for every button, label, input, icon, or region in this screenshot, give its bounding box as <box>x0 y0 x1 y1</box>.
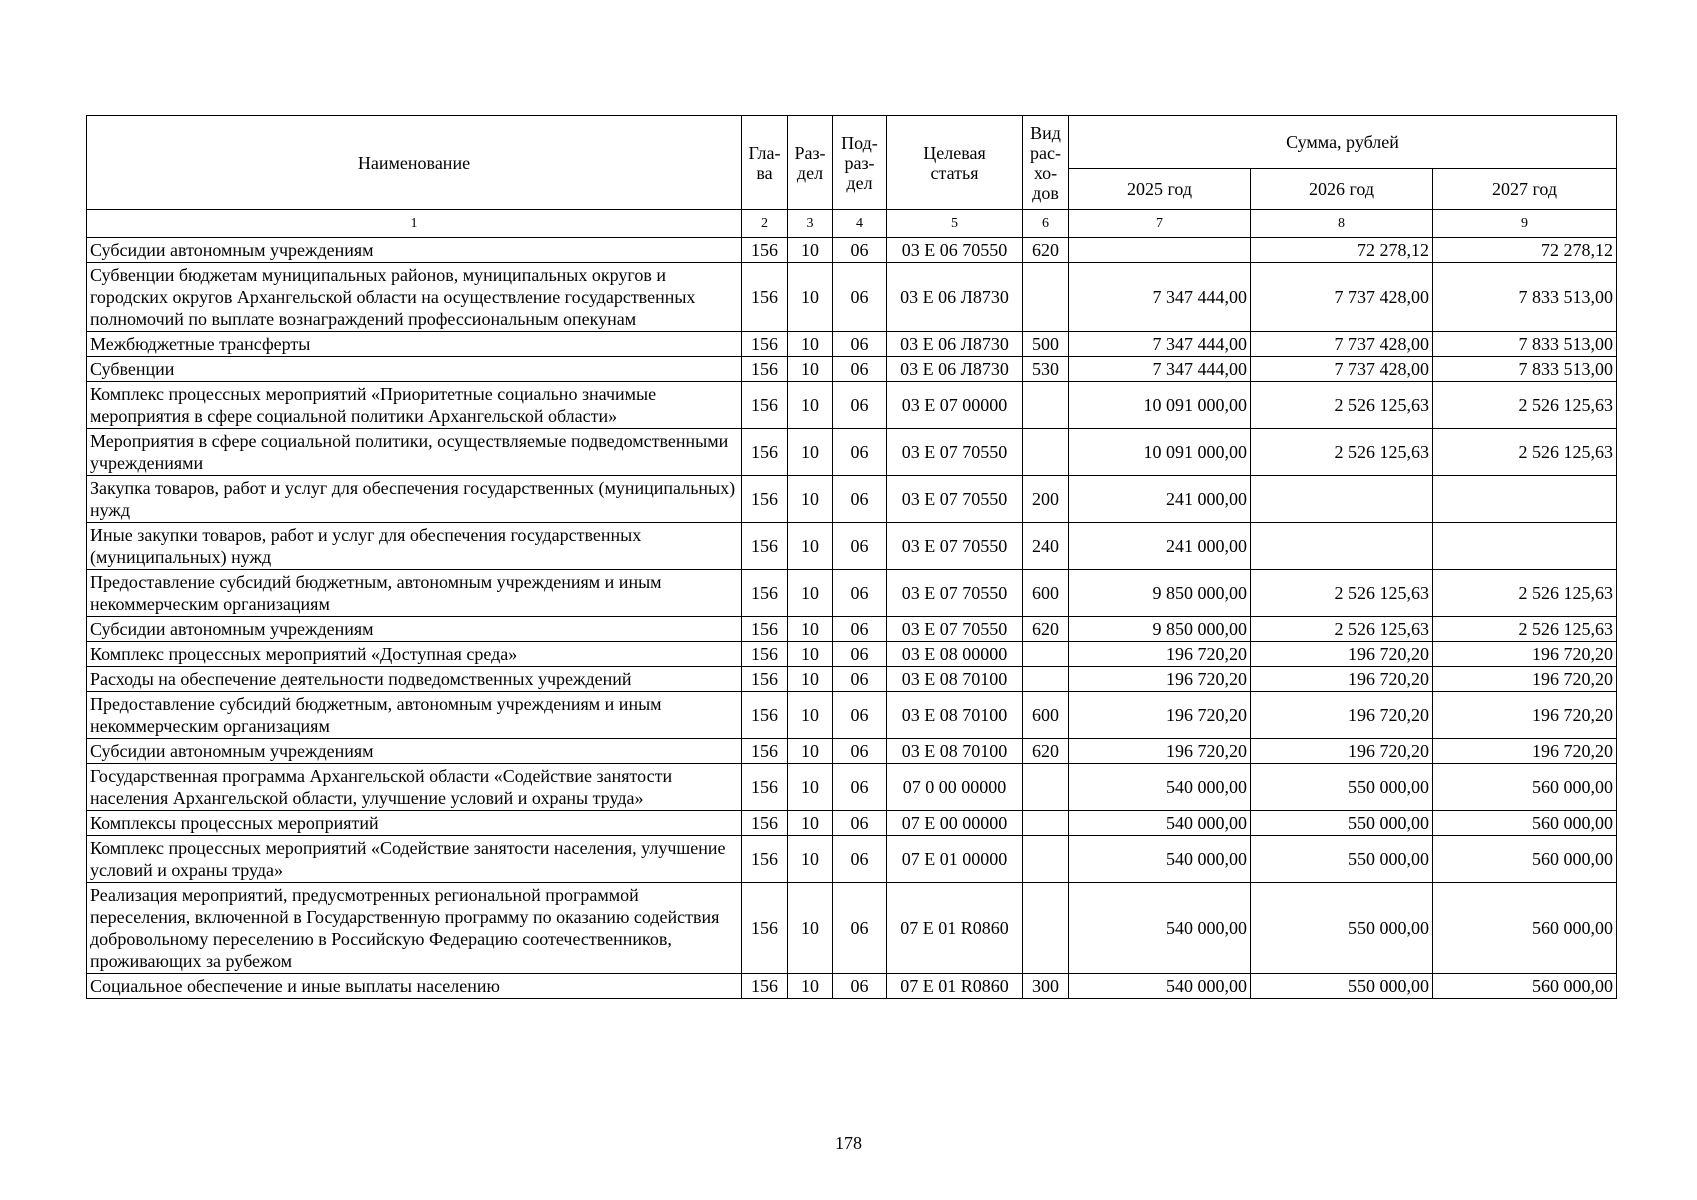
table-row <box>87 570 1617 617</box>
cell-celevaya-statya: 07 Е 01 R0860 <box>887 974 1023 999</box>
cell-sum-2027 <box>1433 476 1617 523</box>
cell-glava: 156 <box>742 811 788 836</box>
header-podrazdel <box>833 116 887 210</box>
cell-sum-2027: 2 526 125,63 <box>1433 570 1617 617</box>
cell-vid-rashodov <box>1023 263 1069 332</box>
cell-celevaya-statya: 03 Е 08 00000 <box>887 642 1023 667</box>
cell-glava: 156 <box>742 692 788 739</box>
cell-razdel: 10 <box>788 382 833 429</box>
cell-name: Иные закупки товаров, работ и услуг для обеспечения государственных (муниципальных) нужд <box>87 523 742 570</box>
header-razdel-text: Раз- дел <box>794 142 826 183</box>
cell-name: Комплекс процессных мероприятий «Доступная среда» <box>87 642 742 667</box>
cell-sum-2025: 540 000,00 <box>1069 974 1251 999</box>
column-number: 4 <box>833 210 887 238</box>
table-row <box>87 739 1617 764</box>
cell-vid-rashodov: 600 <box>1023 692 1069 739</box>
cell-sum-2025: 7 347 444,00 <box>1069 357 1251 382</box>
cell-sum-2025: 241 000,00 <box>1069 476 1251 523</box>
cell-podrazdel: 06 <box>833 883 887 974</box>
cell-glava: 156 <box>742 476 788 523</box>
cell-name: Комплекс процессных мероприятий «Приоритетные социально значимые мероприятия в сфере социальной политики Архангельской области» <box>87 382 742 429</box>
cell-vid-rashodov: 530 <box>1023 357 1069 382</box>
header-name: Наименование <box>87 116 742 210</box>
table-body <box>87 238 1617 999</box>
table-row <box>87 811 1617 836</box>
cell-razdel: 10 <box>788 429 833 476</box>
cell-celevaya-statya: 03 Е 07 00000 <box>887 382 1023 429</box>
cell-sum-2027: 196 720,20 <box>1433 667 1617 692</box>
column-number: 2 <box>742 210 788 238</box>
cell-vid-rashodov <box>1023 667 1069 692</box>
budget-table <box>86 115 1617 999</box>
cell-podrazdel: 06 <box>833 974 887 999</box>
cell-name: Предоставление субсидий бюджетным, автономным учреждениям и иным некоммерческим организациям <box>87 692 742 739</box>
cell-sum-2026: 196 720,20 <box>1251 692 1433 739</box>
cell-podrazdel: 06 <box>833 836 887 883</box>
cell-podrazdel: 06 <box>833 332 887 357</box>
table-row <box>87 382 1617 429</box>
cell-vid-rashodov: 620 <box>1023 238 1069 263</box>
cell-name: Субсидии автономным учреждениям <box>87 617 742 642</box>
cell-sum-2026: 550 000,00 <box>1251 974 1433 999</box>
cell-glava: 156 <box>742 357 788 382</box>
table-row <box>87 667 1617 692</box>
cell-celevaya-statya: 03 Е 07 70550 <box>887 617 1023 642</box>
cell-razdel: 10 <box>788 570 833 617</box>
cell-sum-2025: 7 347 444,00 <box>1069 263 1251 332</box>
cell-vid-rashodov <box>1023 811 1069 836</box>
header-celevaya-text: Целевая статья <box>923 142 986 183</box>
cell-glava: 156 <box>742 523 788 570</box>
table-row <box>87 263 1617 332</box>
cell-sum-2026: 2 526 125,63 <box>1251 617 1433 642</box>
cell-celevaya-statya: 07 Е 01 R0860 <box>887 883 1023 974</box>
cell-vid-rashodov <box>1023 642 1069 667</box>
cell-name: Социальное обеспечение и иные выплаты населению <box>87 974 742 999</box>
cell-celevaya-statya: 03 Е 08 70100 <box>887 667 1023 692</box>
cell-name: Субсидии автономным учреждениям <box>87 739 742 764</box>
cell-sum-2025 <box>1069 238 1251 263</box>
cell-celevaya-statya: 03 Е 08 70100 <box>887 692 1023 739</box>
cell-celevaya-statya: 03 Е 06 70550 <box>887 238 1023 263</box>
cell-sum-2026: 550 000,00 <box>1251 836 1433 883</box>
cell-podrazdel: 06 <box>833 382 887 429</box>
column-number: 9 <box>1433 210 1617 238</box>
cell-podrazdel: 06 <box>833 617 887 642</box>
cell-podrazdel: 06 <box>833 238 887 263</box>
cell-sum-2025: 196 720,20 <box>1069 692 1251 739</box>
cell-name: Мероприятия в сфере социальной политики, осуществляемые подведомственными учреждениями <box>87 429 742 476</box>
cell-sum-2027: 560 000,00 <box>1433 836 1617 883</box>
cell-razdel: 10 <box>788 883 833 974</box>
page-number: 178 <box>835 1133 862 1153</box>
header-celevaya-statya <box>887 116 1023 210</box>
cell-sum-2027: 7 833 513,00 <box>1433 263 1617 332</box>
cell-celevaya-statya: 07 0 00 00000 <box>887 764 1023 811</box>
cell-sum-2026 <box>1251 523 1433 570</box>
cell-vid-rashodov: 300 <box>1023 974 1069 999</box>
cell-sum-2027: 560 000,00 <box>1433 764 1617 811</box>
cell-sum-2027 <box>1433 523 1617 570</box>
cell-podrazdel: 06 <box>833 429 887 476</box>
header-glava-text: Гла- ва <box>748 142 781 183</box>
header-vid-text: Вид рас- хо- дов <box>1030 122 1061 203</box>
cell-sum-2027: 72 278,12 <box>1433 238 1617 263</box>
cell-glava: 156 <box>742 883 788 974</box>
cell-glava: 156 <box>742 667 788 692</box>
cell-podrazdel: 06 <box>833 642 887 667</box>
table-row <box>87 238 1617 263</box>
cell-vid-rashodov <box>1023 883 1069 974</box>
cell-razdel: 10 <box>788 739 833 764</box>
cell-vid-rashodov: 620 <box>1023 739 1069 764</box>
cell-podrazdel: 06 <box>833 357 887 382</box>
cell-name: Субсидии автономным учреждениям <box>87 238 742 263</box>
cell-sum-2027: 560 000,00 <box>1433 974 1617 999</box>
cell-name: Реализация мероприятий, предусмотренных региональной программой переселения, включенной в Государственную программу по оказанию содействия добровольному переселению в Российскую Федерацию соотечественников, проживающих за рубежом <box>87 883 742 974</box>
column-number: 5 <box>887 210 1023 238</box>
table-row <box>87 523 1617 570</box>
header-razdel <box>788 116 833 210</box>
cell-name: Государственная программа Архангельской области «Содействие занятости населения Архангельской области, улучшение условий и охраны труда» <box>87 764 742 811</box>
cell-glava: 156 <box>742 570 788 617</box>
cell-vid-rashodov: 240 <box>1023 523 1069 570</box>
cell-podrazdel: 06 <box>833 570 887 617</box>
cell-razdel: 10 <box>788 836 833 883</box>
cell-sum-2025: 196 720,20 <box>1069 642 1251 667</box>
cell-name: Комплексы процессных мероприятий <box>87 811 742 836</box>
cell-celevaya-statya: 03 Е 07 70550 <box>887 476 1023 523</box>
cell-sum-2026: 72 278,12 <box>1251 238 1433 263</box>
header-podrazdel-text: Под- раз- дел <box>841 132 878 193</box>
column-number: 3 <box>788 210 833 238</box>
cell-sum-2027: 560 000,00 <box>1433 883 1617 974</box>
cell-celevaya-statya: 03 Е 07 70550 <box>887 570 1023 617</box>
cell-sum-2025: 540 000,00 <box>1069 764 1251 811</box>
cell-razdel: 10 <box>788 238 833 263</box>
cell-celevaya-statya: 03 Е 06 Л8730 <box>887 357 1023 382</box>
table-row <box>87 476 1617 523</box>
cell-sum-2025: 196 720,20 <box>1069 739 1251 764</box>
cell-celevaya-statya: 07 Е 01 00000 <box>887 836 1023 883</box>
cell-sum-2026: 7 737 428,00 <box>1251 263 1433 332</box>
cell-podrazdel: 06 <box>833 667 887 692</box>
cell-sum-2025: 10 091 000,00 <box>1069 382 1251 429</box>
cell-sum-2026: 196 720,20 <box>1251 739 1433 764</box>
cell-vid-rashodov: 200 <box>1023 476 1069 523</box>
cell-glava: 156 <box>742 332 788 357</box>
cell-podrazdel: 06 <box>833 692 887 739</box>
cell-podrazdel: 06 <box>833 764 887 811</box>
cell-sum-2026: 7 737 428,00 <box>1251 332 1433 357</box>
header-year-2025: 2025 год <box>1069 169 1251 210</box>
cell-sum-2026: 550 000,00 <box>1251 764 1433 811</box>
header-glava <box>742 116 788 210</box>
cell-sum-2027: 2 526 125,63 <box>1433 382 1617 429</box>
cell-glava: 156 <box>742 617 788 642</box>
cell-vid-rashodov <box>1023 382 1069 429</box>
cell-name: Предоставление субсидий бюджетным, автономным учреждениям и иным некоммерческим организациям <box>87 570 742 617</box>
cell-sum-2025: 7 347 444,00 <box>1069 332 1251 357</box>
cell-sum-2025: 540 000,00 <box>1069 883 1251 974</box>
cell-sum-2025: 540 000,00 <box>1069 811 1251 836</box>
cell-vid-rashodov <box>1023 764 1069 811</box>
table-row <box>87 642 1617 667</box>
cell-sum-2025: 10 091 000,00 <box>1069 429 1251 476</box>
cell-vid-rashodov <box>1023 836 1069 883</box>
column-number: 6 <box>1023 210 1069 238</box>
cell-sum-2026: 196 720,20 <box>1251 642 1433 667</box>
cell-sum-2026: 7 737 428,00 <box>1251 357 1433 382</box>
cell-sum-2026: 196 720,20 <box>1251 667 1433 692</box>
cell-glava: 156 <box>742 642 788 667</box>
cell-sum-2027: 196 720,20 <box>1433 692 1617 739</box>
cell-vid-rashodov <box>1023 429 1069 476</box>
table-row <box>87 764 1617 811</box>
table-row <box>87 692 1617 739</box>
cell-glava: 156 <box>742 974 788 999</box>
cell-podrazdel: 06 <box>833 523 887 570</box>
cell-sum-2027: 196 720,20 <box>1433 739 1617 764</box>
cell-glava: 156 <box>742 739 788 764</box>
cell-sum-2026: 2 526 125,63 <box>1251 429 1433 476</box>
cell-sum-2027: 196 720,20 <box>1433 642 1617 667</box>
cell-sum-2025: 196 720,20 <box>1069 667 1251 692</box>
header-summa: Сумма, рублей <box>1069 116 1617 169</box>
cell-sum-2026: 2 526 125,63 <box>1251 382 1433 429</box>
cell-razdel: 10 <box>788 523 833 570</box>
table-row <box>87 429 1617 476</box>
cell-sum-2026: 550 000,00 <box>1251 811 1433 836</box>
cell-celevaya-statya: 03 Е 07 70550 <box>887 523 1023 570</box>
table-row <box>87 357 1617 382</box>
cell-razdel: 10 <box>788 667 833 692</box>
header-vid-rashodov <box>1023 116 1069 210</box>
document-page <box>86 115 1616 999</box>
table-row <box>87 883 1617 974</box>
cell-razdel: 10 <box>788 974 833 999</box>
cell-sum-2026: 550 000,00 <box>1251 883 1433 974</box>
cell-celevaya-statya: 03 Е 07 70550 <box>887 429 1023 476</box>
cell-glava: 156 <box>742 238 788 263</box>
cell-podrazdel: 06 <box>833 811 887 836</box>
cell-glava: 156 <box>742 263 788 332</box>
cell-sum-2025: 241 000,00 <box>1069 523 1251 570</box>
cell-sum-2027: 2 526 125,63 <box>1433 617 1617 642</box>
cell-celevaya-statya: 03 Е 06 Л8730 <box>887 263 1023 332</box>
cell-sum-2026: 2 526 125,63 <box>1251 570 1433 617</box>
cell-razdel: 10 <box>788 263 833 332</box>
cell-celevaya-statya: 03 Е 08 70100 <box>887 739 1023 764</box>
cell-sum-2027: 7 833 513,00 <box>1433 332 1617 357</box>
cell-name: Субвенции <box>87 357 742 382</box>
cell-razdel: 10 <box>788 357 833 382</box>
cell-name: Межбюджетные трансферты <box>87 332 742 357</box>
cell-name: Расходы на обеспечение деятельности подведомственных учреждений <box>87 667 742 692</box>
cell-name: Комплекс процессных мероприятий «Содействие занятости населения, улучшение условий и охраны труда» <box>87 836 742 883</box>
cell-razdel: 10 <box>788 332 833 357</box>
cell-sum-2027: 7 833 513,00 <box>1433 357 1617 382</box>
cell-podrazdel: 06 <box>833 476 887 523</box>
cell-razdel: 10 <box>788 764 833 811</box>
cell-razdel: 10 <box>788 642 833 667</box>
cell-sum-2027: 2 526 125,63 <box>1433 429 1617 476</box>
header-year-2026: 2026 год <box>1251 169 1433 210</box>
column-number: 8 <box>1251 210 1433 238</box>
cell-sum-2025: 540 000,00 <box>1069 836 1251 883</box>
cell-celevaya-statya: 03 Е 06 Л8730 <box>887 332 1023 357</box>
table-row <box>87 617 1617 642</box>
table-row <box>87 332 1617 357</box>
cell-podrazdel: 06 <box>833 263 887 332</box>
cell-vid-rashodov: 600 <box>1023 570 1069 617</box>
cell-name: Субвенции бюджетам муниципальных районов, муниципальных округов и городских округов Архангельской области на осуществление государственных полномочий по выплате вознаграждений профессиональным опекунам <box>87 263 742 332</box>
cell-sum-2027: 560 000,00 <box>1433 811 1617 836</box>
cell-razdel: 10 <box>788 811 833 836</box>
cell-podrazdel: 06 <box>833 739 887 764</box>
column-number-row <box>87 210 1617 238</box>
column-number: 7 <box>1069 210 1251 238</box>
cell-name: Закупка товаров, работ и услуг для обеспечения государственных (муниципальных) нужд <box>87 476 742 523</box>
cell-glava: 156 <box>742 764 788 811</box>
cell-sum-2025: 9 850 000,00 <box>1069 570 1251 617</box>
cell-vid-rashodov: 620 <box>1023 617 1069 642</box>
cell-glava: 156 <box>742 429 788 476</box>
cell-sum-2026 <box>1251 476 1433 523</box>
cell-vid-rashodov: 500 <box>1023 332 1069 357</box>
cell-celevaya-statya: 07 Е 00 00000 <box>887 811 1023 836</box>
header-year-2027: 2027 год <box>1433 169 1617 210</box>
cell-glava: 156 <box>742 382 788 429</box>
table-row <box>87 836 1617 883</box>
column-number: 1 <box>87 210 742 238</box>
cell-razdel: 10 <box>788 692 833 739</box>
cell-razdel: 10 <box>788 617 833 642</box>
table-row <box>87 974 1617 999</box>
cell-sum-2025: 9 850 000,00 <box>1069 617 1251 642</box>
cell-razdel: 10 <box>788 476 833 523</box>
cell-glava: 156 <box>742 836 788 883</box>
